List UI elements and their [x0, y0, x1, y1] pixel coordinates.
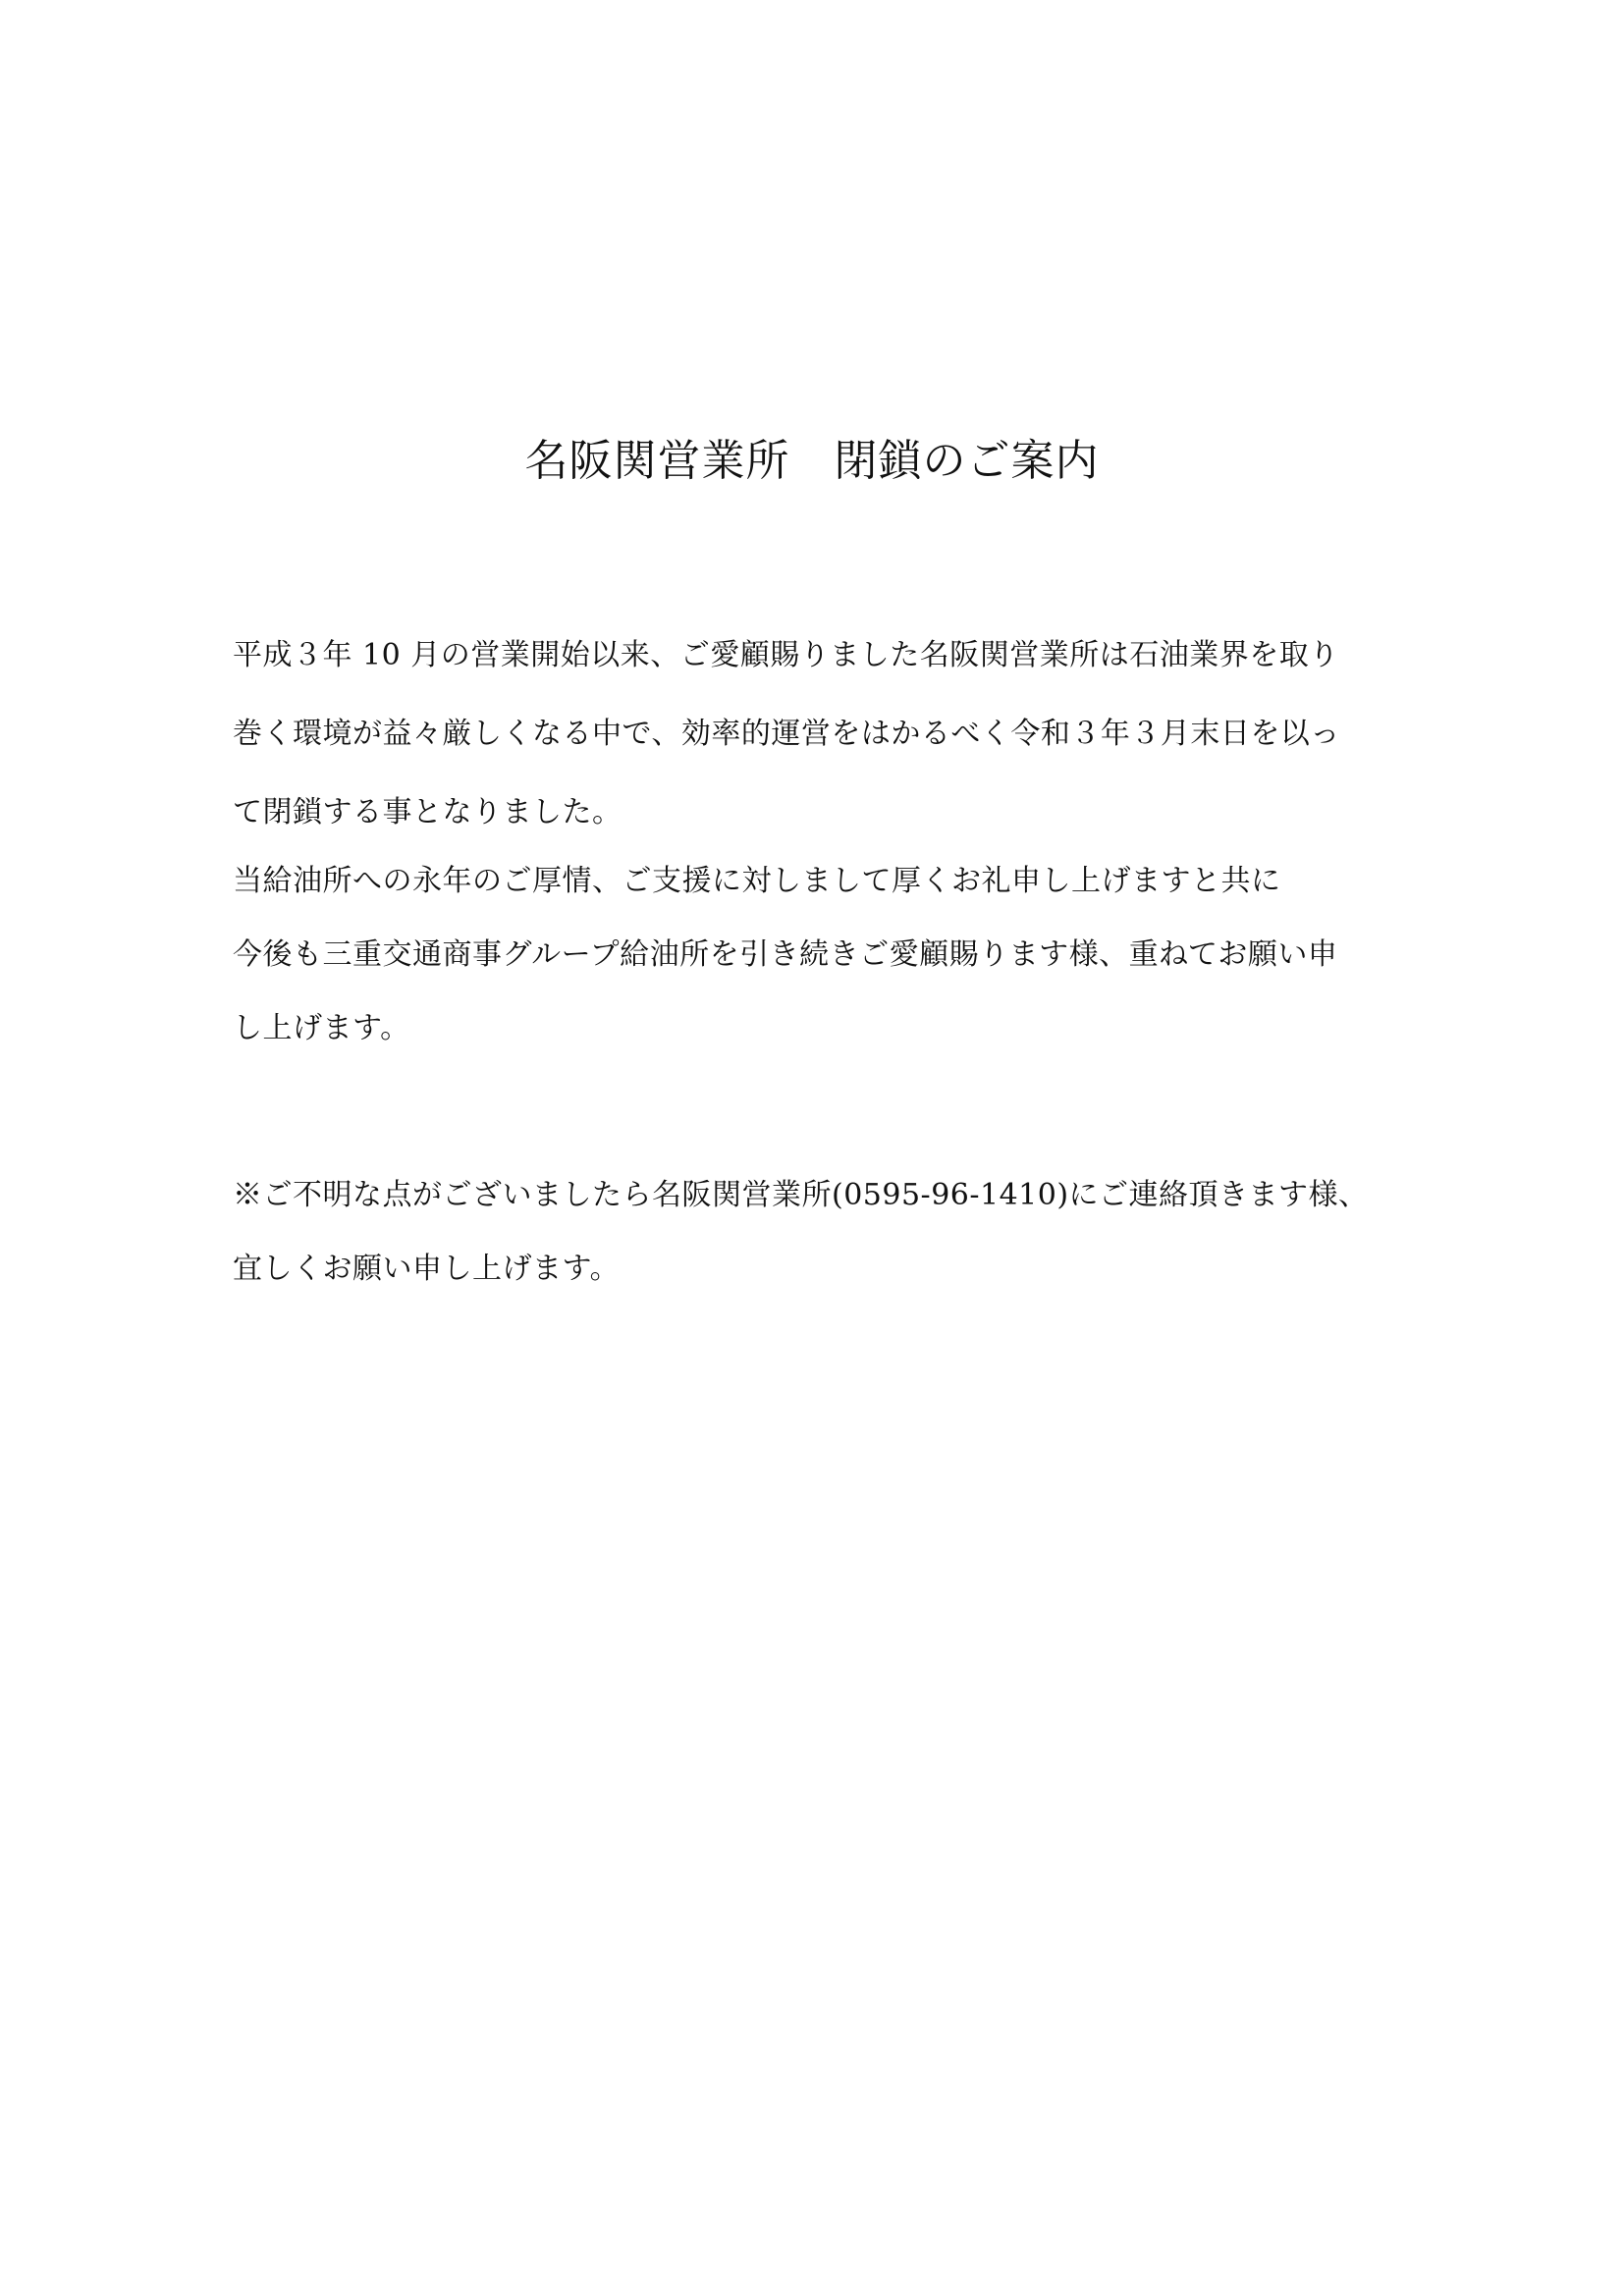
paragraph-1-line-1: 平成３年 10 月の営業開始以来、ご愛顧賜りました名阪関営業所は石油業界を取り	[233, 638, 1339, 672]
paragraph-1-line-3: て閉鎖する事となりました。	[233, 795, 623, 829]
note-line-2: 宜しくお願い申し上げます。	[233, 1252, 621, 1286]
paragraph-1-line-2: 巻く環境が益々厳しくなる中で、効率的運営をはかるべく令和３年３月末日を以っ	[233, 717, 1340, 751]
paragraph-2-line-2: 今後も三重交通商事グループ給油所を引き続きご愛顧賜ります様、重ねてお願い申	[233, 937, 1338, 972]
document-title: 名阪関営業所 閉鎖のご案内	[524, 436, 1100, 486]
paragraph-2-line-3: し上げます。	[233, 1011, 410, 1045]
paragraph-2-line-1: 当給油所への永年のご厚情、ご支援に対しまして厚くお礼申し上げますと共に	[233, 864, 1281, 898]
note-line-1: ※ご不明な点がございましたら名阪関営業所(0595-96-1410)にご連絡頂きます様、	[233, 1178, 1369, 1212]
